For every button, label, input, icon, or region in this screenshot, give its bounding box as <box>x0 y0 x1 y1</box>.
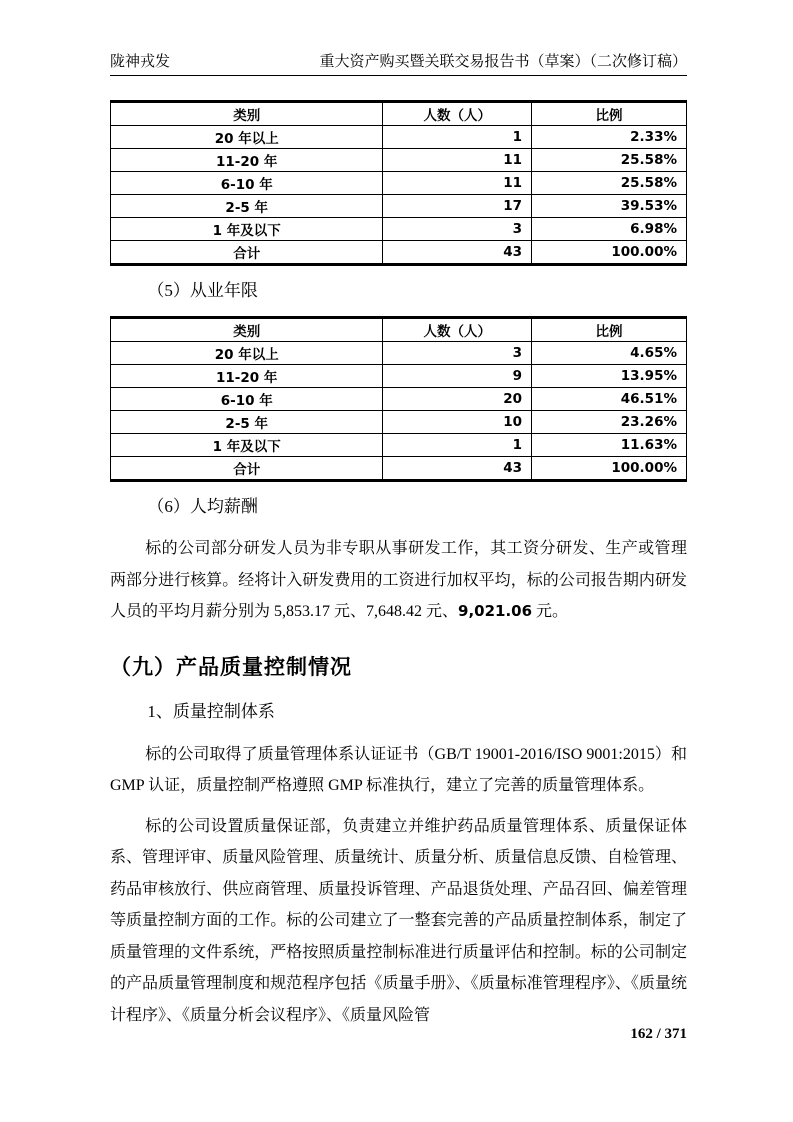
table-cell: 6.98% <box>532 218 687 241</box>
table-cell: 13.95% <box>532 365 687 388</box>
table-cell: 43 <box>383 457 532 481</box>
section-5-heading: （5）从业年限 <box>147 281 258 300</box>
table-cell: 3 <box>383 218 532 241</box>
header-document-title: 重大资产购买暨关联交易报告书（草案）（二次修订稿） <box>319 54 687 70</box>
table-cell: 11.63% <box>532 434 687 457</box>
table-cell: 2.33% <box>532 126 687 149</box>
table-cell: 4.65% <box>532 342 687 365</box>
table-row <box>111 126 687 149</box>
table-cell: 20 年以上 <box>111 342 383 365</box>
table-cell: 17 <box>383 195 532 218</box>
table-cell: 43 <box>383 241 532 265</box>
table-total-row <box>111 457 687 481</box>
table-cell: 39.53% <box>532 195 687 218</box>
subsection-1-heading: 1、质量控制体系 <box>147 701 275 721</box>
quality-system-paragraph: 标的公司设置质量保证部，负责建立并维护药品质量管理体系、质量保证体系、管理评审、质量风险管理、质量统计、质量分析、质量信息反馈、自检管理、药品审核放行、供应商管理、质量投诉管理、产品退货处理、产品召回、偏差管理等质量控制方面的工作。标的公司建立了一整套完善的产品质量控制体系，制定了质量管理的文件系统，严格按照质量控制标准进行质量评估和控制。标的公司制定的产品质量管理制度和规范程序包括《质量手册》、《质量标准管理程序》、《质量统计程序》、《质量分析会议程序》、《质量风险管 <box>110 817 687 1024</box>
table-cell: 1 <box>383 434 532 457</box>
table-cell: 6-10 年 <box>111 388 383 411</box>
salary-text-part1: 标的公司部分研发人员为非专职从事研发工作，其工资分研发、生产或管理两部分进行核算。经将计入研发费用的工资进行加权平均，标的公司报告期内研发人员的平均月薪分别为 5,853.17 元、7,648.42 元、 <box>110 540 687 620</box>
column-header-headcount: 人数（人） <box>383 102 532 126</box>
page-footer <box>630 1025 687 1043</box>
table-cell: 1 年及以下 <box>111 218 383 241</box>
table-total-row <box>111 241 687 265</box>
table-cell: 2-5 年 <box>111 195 383 218</box>
header-company-name: 陇神戎发 <box>110 54 171 70</box>
salary-text-part2: 元。 <box>532 603 569 620</box>
table-row <box>111 434 687 457</box>
section-9-heading: （九）产品质量控制情况 <box>110 654 352 679</box>
table-cell: 20 <box>383 388 532 411</box>
working-years-table <box>110 316 687 482</box>
salary-bold-value: 9,021.06 <box>458 602 533 620</box>
table-cell: 11 <box>383 172 532 195</box>
table-row <box>111 342 687 365</box>
column-header-ratio: 比例 <box>532 102 687 126</box>
table-cell: 25.58% <box>532 149 687 172</box>
table-cell: 25.58% <box>532 172 687 195</box>
table-row <box>111 365 687 388</box>
table-row <box>111 172 687 195</box>
table-cell: 合计 <box>111 241 383 265</box>
certification-paragraph: 标的公司取得了质量管理体系认证证书（GB/T 19001-2016/ISO 9001:2015）和 GMP 认证，质量控制严格遵照 GMP 标准执行，建立了完善的质量管理体系。 <box>110 745 687 794</box>
column-header-category: 类别 <box>111 102 383 126</box>
table-cell: 11-20 年 <box>111 365 383 388</box>
table-row <box>111 388 687 411</box>
table-header-row <box>111 318 687 342</box>
education-years-table <box>110 100 687 266</box>
table-cell: 6-10 年 <box>111 172 383 195</box>
table-cell: 23.26% <box>532 411 687 434</box>
column-header-ratio: 比例 <box>532 318 687 342</box>
table-cell: 100.00% <box>532 457 687 481</box>
table-cell: 1 年及以下 <box>111 434 383 457</box>
table-cell: 46.51% <box>532 388 687 411</box>
table-header-row <box>111 102 687 126</box>
table-cell: 11 <box>383 149 532 172</box>
salary-paragraph <box>110 533 687 628</box>
table-cell: 10 <box>383 411 532 434</box>
table-cell: 2-5 年 <box>111 411 383 434</box>
column-header-category: 类别 <box>111 318 383 342</box>
table-cell: 合计 <box>111 457 383 481</box>
table-row <box>111 149 687 172</box>
column-header-headcount: 人数（人） <box>383 318 532 342</box>
page-number: 162 / 371 <box>630 1026 687 1042</box>
table-cell: 100.00% <box>532 241 687 265</box>
section-6-heading: （6）人均薪酬 <box>147 497 258 516</box>
table-cell: 20 年以上 <box>111 126 383 149</box>
page-header <box>110 53 687 76</box>
table-row <box>111 411 687 434</box>
table-row <box>111 195 687 218</box>
table-cell: 1 <box>383 126 532 149</box>
table-cell: 3 <box>383 342 532 365</box>
table-cell: 9 <box>383 365 532 388</box>
table-cell: 11-20 年 <box>111 149 383 172</box>
table-row <box>111 218 687 241</box>
